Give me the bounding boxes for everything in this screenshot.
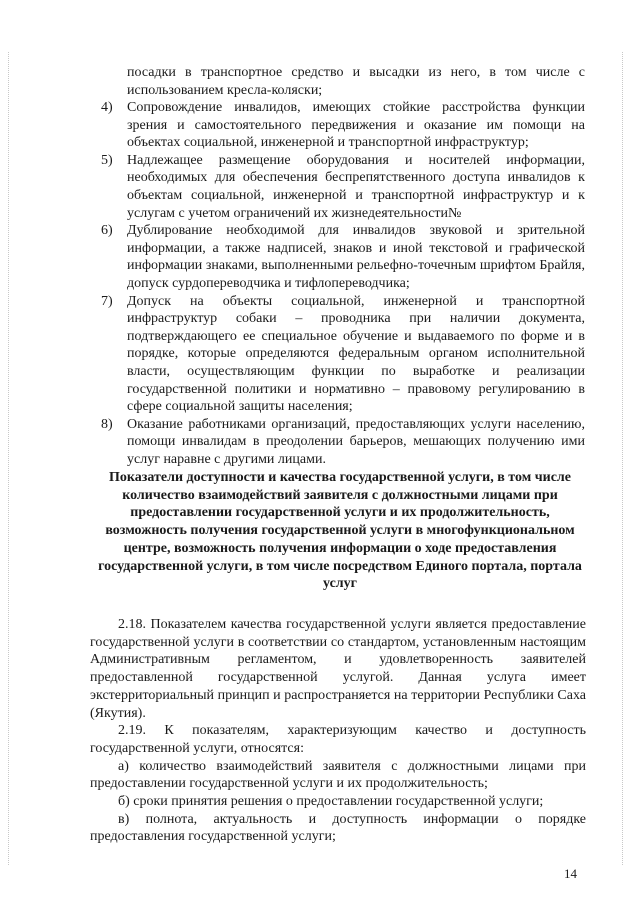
paragraph-2-18: 2.18. Показателем качества государственной услуги является предоставление государственной услуги в соответствии со стандартом, установленным настоящим Административным регламентом, и удовлетворенность заявителей предоставленной государственной услугой. Данная услуга имеет экстерриториальный принцип и распространяется на территории Республики Саха (Якутия).: [90, 617, 586, 721]
paragraph-2-19: 2.19. К показателям, характеризующим качество и доступность государственной услуги, относятся:: [90, 723, 586, 756]
list-item: [101, 293, 585, 416]
list-item-number: 7): [101, 293, 113, 309]
list-item-text: Сопровождение инвалидов, имеющих стойкие расстройства функции зрения и самостоятельного передвижения и оказание им помощи на объектах социальной, инженерной и транспортной инфраструктур;: [127, 100, 585, 151]
section-heading: Показатели доступности и качества государственной услуги, в том числе количество взаимодействий заявителя с должностными лицами при предоставлении государственной услуги и их продолжительность, возможность получения государственной услуги в многофункциональном центре, возможность получения информации о ходе предоставления государственной услуги, в том числе посредством Единого портала, портала услуг: [98, 470, 582, 592]
list-item-text: Оказание работниками организаций, предоставляющих услуги населению, помощи инвалидам в преодолении барьеров, мешающих получению ими услуг наравне с другими лицами.: [127, 416, 585, 467]
continuation-text: посадки в транспортное средство и высадки из него, в том числе с использованием кресла-коляски;: [127, 65, 585, 98]
subitem-b: б) сроки принятия решения о предоставлении государственной услуги;: [118, 794, 544, 810]
list-item-text: Допуск на объекты социальной, инженерной и транспортной инфраструктур собаки – проводника при наличии документа, подтверждающего ее специальное обучение и выдаваемого по форме и в порядке, которые определяются федеральным органом исполнительной власти, осуществляющим функции по выработке и реализации государственной политики и нормативно – правовому регулированию в сфере социальной защиты населения;: [127, 293, 585, 415]
list-item: [101, 416, 585, 469]
page-number: 14: [564, 866, 577, 881]
subitem-a: а) количество взаимодействий заявителя с должностными лицами при предоставлении государственной услуги и их продолжительность;: [90, 758, 586, 792]
list-item-number: 6): [101, 223, 113, 239]
list-item: [101, 99, 585, 152]
scan-edge-left: [8, 52, 9, 865]
list-item-number: 8): [101, 416, 113, 432]
accessibility-measures-list: [101, 99, 585, 468]
list-item-text: Дублирование необходимой для инвалидов звуковой и зрительной информации, а также надписей, знаков и иной текстовой и графической информации знаками, выполненными рельефно-точечным шрифтом Брайля, допуск сурдопереводчика и тифлопереводчика;: [127, 223, 585, 291]
list-item: [101, 222, 585, 292]
scan-edge-right: [622, 52, 623, 865]
list-item: [101, 152, 585, 222]
list-item-text: Надлежащее размещение оборудования и носителей информации, необходимых для обеспечения беспрепятственного доступа инвалидов к объектам социальной, инженерной и транспортной инфраструктур и к услугам с учетом ограничений их жизнедеятельности№: [127, 152, 585, 221]
list-item-number: 5): [101, 152, 113, 168]
subitem-v: в) полнота, актуальность и доступность информации о порядке предоставления государственной услуги;: [90, 811, 586, 845]
list-item-number: 4): [101, 100, 113, 115]
body-text: [90, 616, 586, 846]
